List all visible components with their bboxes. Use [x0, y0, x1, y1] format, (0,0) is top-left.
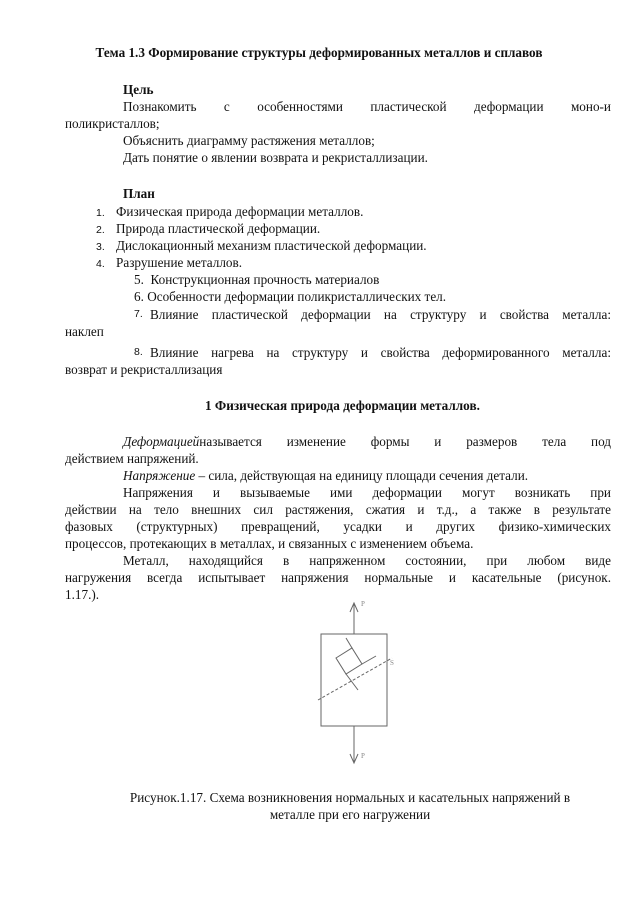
normal-stress-arrow	[362, 656, 376, 664]
tangential-stress-arrow	[346, 674, 358, 690]
term-stress: Напряжение	[123, 468, 196, 483]
paragraph-line: Металл, находящийся в напряженном состоянии, при любом виде	[123, 553, 611, 568]
plan-item-number: 1.	[96, 207, 105, 219]
stress-element	[336, 648, 362, 674]
plan-item-text: Конструкционная прочность материалов	[150, 272, 380, 287]
goal-line-2: Объяснить диаграмму растяжения металлов;	[123, 133, 375, 148]
paragraph-line: фазовых (структурных) превращений, усадки и других физико-химических	[65, 519, 611, 534]
label-force-bottom: P	[361, 752, 365, 760]
plan-item-number: 4.	[96, 258, 105, 270]
stress-arrow-upper	[346, 638, 352, 648]
plan-item-text: Особенности деформации поликристаллических тел.	[147, 289, 447, 304]
plan-item-cont: возврат и рекристаллизация	[65, 362, 223, 377]
inclined-section-line	[318, 658, 392, 700]
plan-item-number: 8.	[134, 346, 143, 358]
plan-item-text: Влияние нагрева на структуру и свойства деформированного металла:	[150, 345, 611, 360]
section-heading: 1 Физическая природа деформации металлов.	[205, 398, 480, 413]
figure-caption-line-1: Рисунок.1.17. Схема возникновения нормальных и касательных напряжений в	[129, 790, 571, 805]
label-force-top: P	[361, 600, 365, 608]
plan-item-text: Физическая природа деформации металлов.	[116, 204, 364, 219]
plan-item-text: Разрушение металлов.	[116, 255, 243, 270]
plan-item-text: Природа пластической деформации.	[116, 221, 321, 236]
paragraph-line: нагружения всегда испытывает напряжения нормальные и касательные (рисунок.	[65, 570, 611, 585]
plan-item-number: 7.	[134, 308, 143, 320]
paragraph-line: Напряжения и вызываемые ими деформации могут возникать при	[123, 485, 611, 500]
document-title: Тема 1.3 Формирование структуры деформированных металлов и сплавов	[95, 45, 543, 60]
goal-line-1: Познакомить с особенностями пластической деформации моно-и	[123, 99, 611, 114]
paragraph-text: называется изменение формы и размеров тела под	[199, 434, 611, 449]
plan-item-text: Влияние пластической деформации на структуру и свойства металла:	[150, 307, 611, 322]
plan-item-number: 5.	[134, 272, 144, 287]
paragraph-line: процессов, протекающих в металлах, и связанных с изменением объема.	[65, 536, 474, 551]
paragraph-text: – сила, действующая на единицу площади сечения детали.	[195, 468, 529, 483]
goal-line-1-cont: поликристаллов;	[65, 116, 160, 131]
term-deformation: Деформацией	[123, 434, 200, 449]
paragraph-line: действии на тело внешних сил растяжения, сжатия и т.д., а также в результате	[65, 502, 611, 517]
plan-item-number: 2.	[96, 224, 105, 236]
goal-line-3: Дать понятие о явлении возврата и рекристаллизации.	[123, 150, 428, 165]
label-section: S	[390, 659, 394, 667]
paragraph-line: 1.17.).	[65, 587, 100, 602]
plan-heading: План	[123, 186, 155, 201]
plan-item-number: 6.	[134, 289, 144, 304]
paragraph-text: действием напряжений.	[65, 451, 199, 466]
plan-item-text: Дислокационный механизм пластической деформации.	[116, 238, 427, 253]
figure-caption-line-2: металле при его нагружении	[269, 807, 431, 822]
plan-item-cont: наклеп	[65, 324, 104, 339]
plan-item-number: 3.	[96, 241, 105, 253]
goal-heading: Цель	[123, 82, 154, 97]
